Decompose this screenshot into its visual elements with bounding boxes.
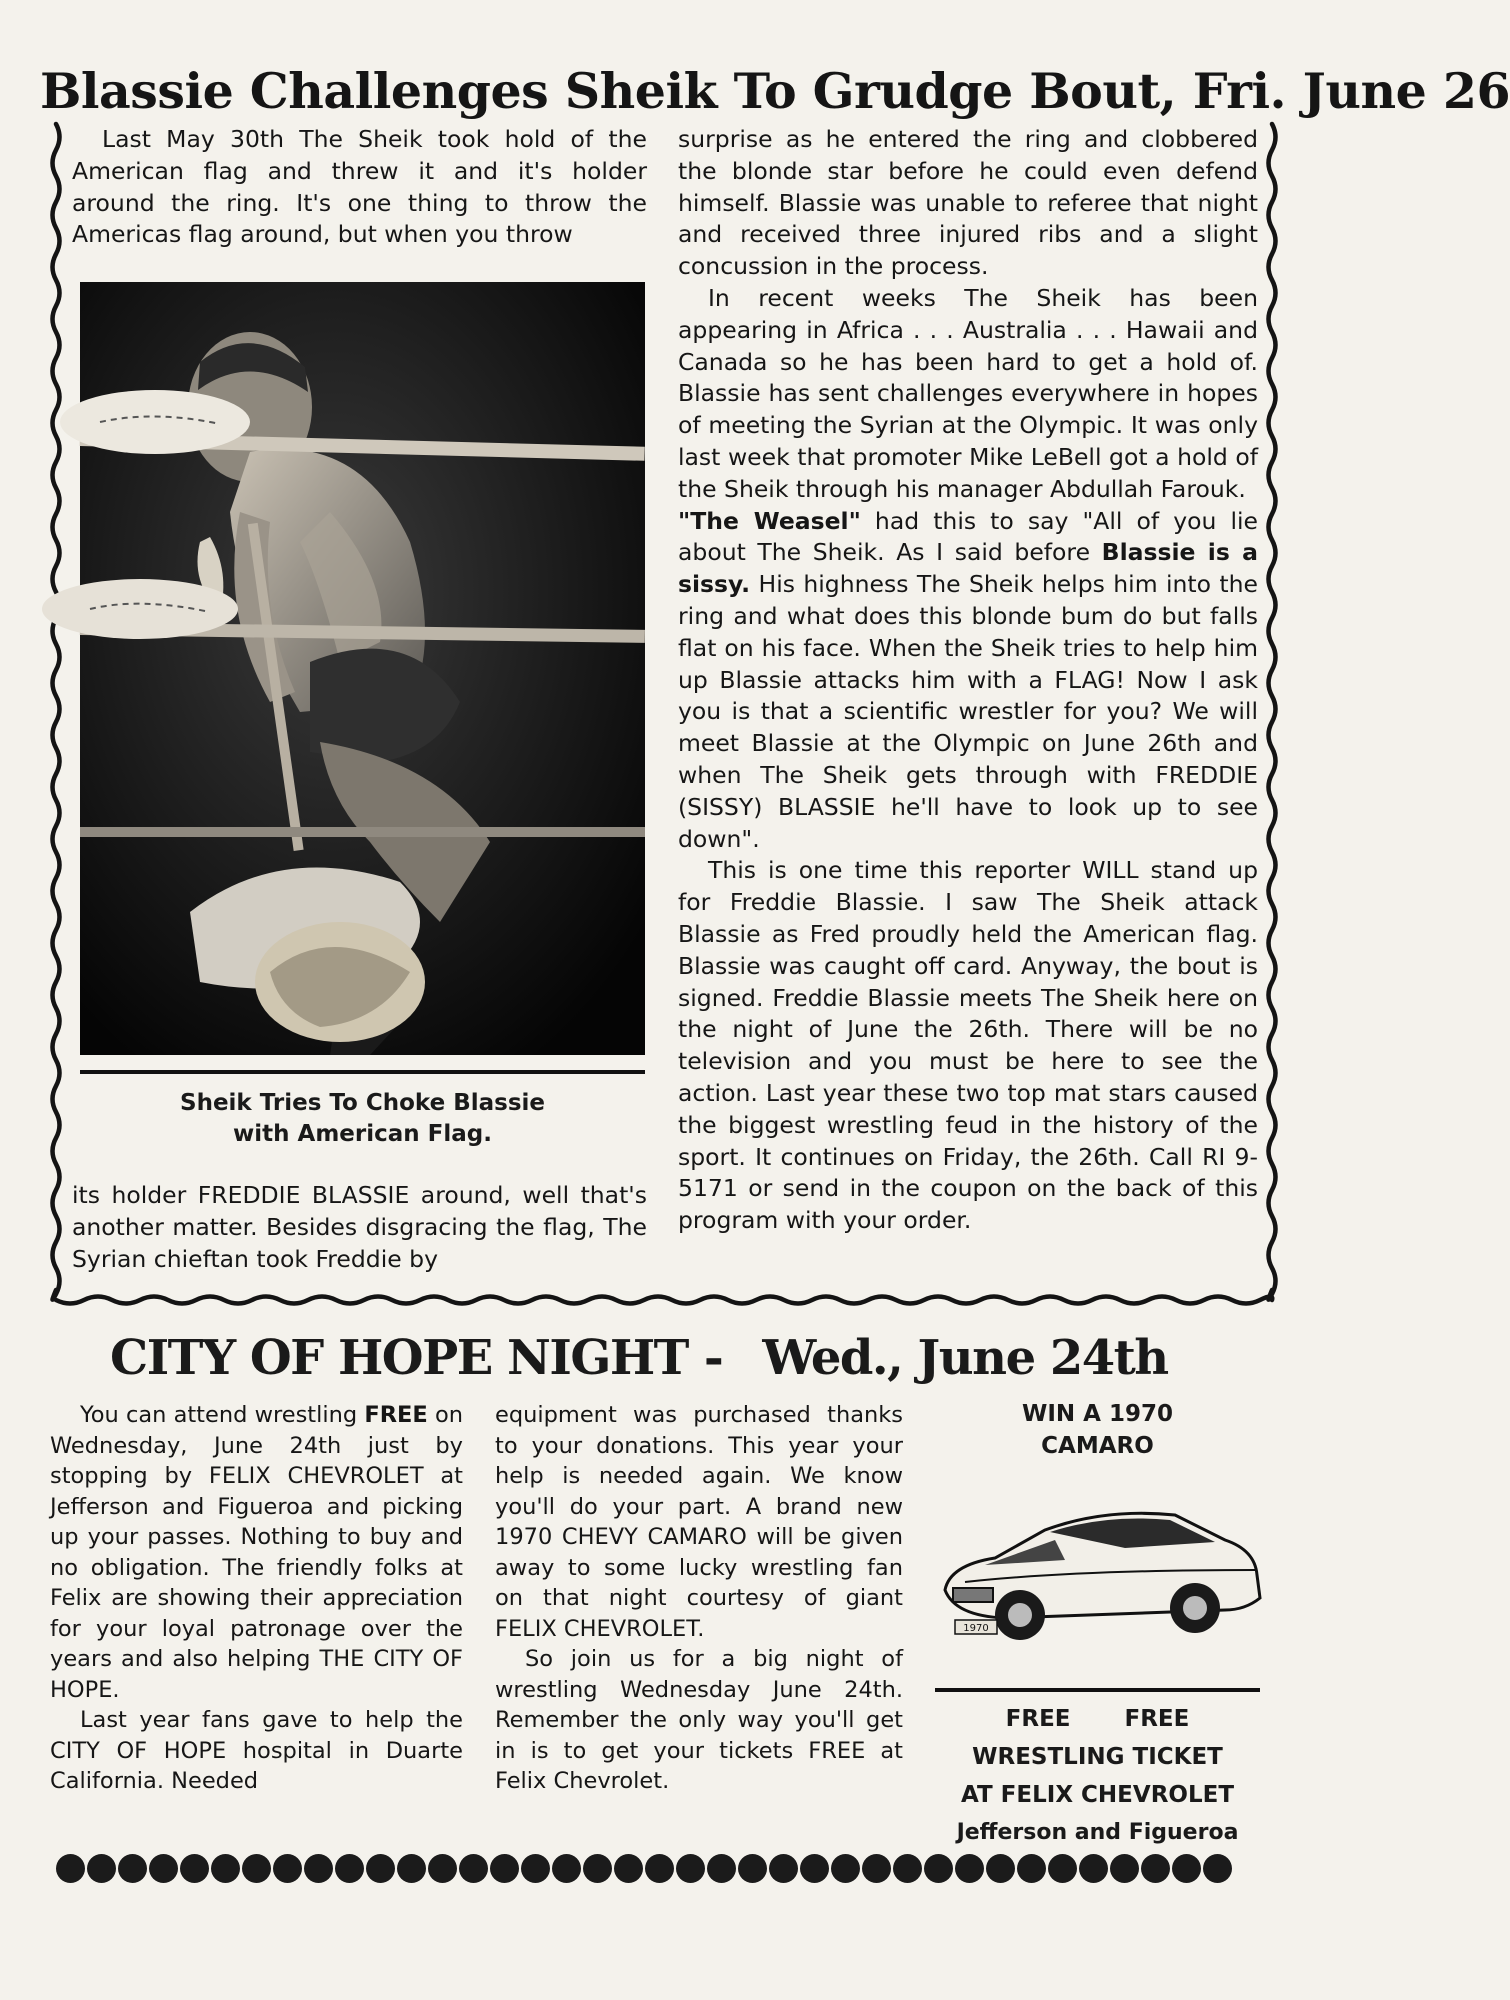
footer-dot bbox=[87, 1854, 116, 1883]
city-of-hope-title bbox=[110, 1330, 1230, 1386]
free-free-row bbox=[935, 1700, 1260, 1738]
wave-border-segment bbox=[53, 124, 60, 1300]
hope-p1-rest: on Wednesday, June 24th just by stopping by FELIX CHEVROLET at Jefferson and Figueroa and picking up your passes. Nothing to buy and no obligation. The friendly folks at Felix are showing their appreciation for your loyal patronage over the years and also helping THE CITY OF HOPE. bbox=[50, 1402, 463, 1703]
footer-dot bbox=[1141, 1854, 1170, 1883]
article-intro-paragraph: Last May 30th The Sheik took hold of the American flag and threw it and it's holder around the ring. It's one thing to throw the Americas flag around, but when you throw bbox=[72, 125, 647, 249]
footer-dot bbox=[707, 1854, 736, 1883]
hope-paragraph-3: equipment was purchased thanks to your donations. This year your help is needed again. We know you'll do your part. A brand new 1970 CHEVY CAMARO will be given away to some lucky wrestling fan on that night courtesy of giant FELIX CHEVROLET. bbox=[495, 1402, 903, 1642]
footer-dot bbox=[56, 1854, 85, 1883]
footer-dot bbox=[800, 1854, 829, 1883]
ticket-line-1: WRESTLING TICKET bbox=[972, 1744, 1223, 1770]
camaro-car-illustration bbox=[925, 1470, 1270, 1655]
footer-dot bbox=[986, 1854, 1015, 1883]
caption-line-2: with American Flag. bbox=[233, 1121, 492, 1147]
free-label-right: FREE bbox=[1124, 1706, 1190, 1732]
footer-dot bbox=[955, 1854, 984, 1883]
dotted-footer-border bbox=[56, 1854, 1232, 1883]
hope-column-1 bbox=[50, 1400, 463, 1797]
footer-dot bbox=[1172, 1854, 1201, 1883]
free-label-left: FREE bbox=[1005, 1706, 1071, 1732]
footer-dot bbox=[924, 1854, 953, 1883]
footer-dot bbox=[397, 1854, 426, 1883]
article-paragraph-2: In recent weeks The Sheik has been appearing in Africa . . . Australia . . . Hawaii and Canada so he has been hard to get a hold of. Blassie has sent challenges everywhere in hopes of meeting the Syrian at the Olympic. It was only last week that promoter Mike LeBell got a hold of the Sheik through his manager Abdullah Farouk. bbox=[678, 283, 1258, 503]
article-continued-paragraph: its holder FREDDIE BLASSIE around, well that's another matter. Besides disgracing the flag, The Syrian chieftan took Freddie by bbox=[72, 1181, 647, 1273]
dealer-address: Jefferson and Figueroa bbox=[956, 1820, 1239, 1845]
footer-dot bbox=[273, 1854, 302, 1883]
footer-dot bbox=[738, 1854, 767, 1883]
title-event-date: Wed., June 24th bbox=[762, 1330, 1168, 1386]
footer-dot bbox=[676, 1854, 705, 1883]
license-plate-text: 1970 bbox=[963, 1623, 989, 1634]
article-left-column-top bbox=[72, 124, 647, 251]
footer-dot bbox=[831, 1854, 860, 1883]
footer-dot bbox=[366, 1854, 395, 1883]
footer-dot bbox=[149, 1854, 178, 1883]
footer-dot bbox=[862, 1854, 891, 1883]
footer-dot bbox=[211, 1854, 240, 1883]
title-dash: - bbox=[703, 1330, 723, 1386]
wave-border-segment bbox=[56, 1297, 1272, 1304]
footer-dot bbox=[552, 1854, 581, 1883]
footer-dot bbox=[490, 1854, 519, 1883]
article-left-column-bottom bbox=[72, 1180, 647, 1275]
article-paragraph-4: This is one time this reporter WILL stand up for Freddie Blassie. I saw The Sheik attack Blassie as Fred proudly held the American flag. Blassie was caught off card. Anyway, the bout is signed. Freddie Blassie meets The Sheik here on the night of June the 26th. There will be no television and you must be here to see the action. Last year these two top mat stars caused the biggest wrestling feud in the history of the sport. It continues on Friday, the 26th. Call RI 9-5171 or send in the coupon on the back of this program with your order. bbox=[678, 856, 1258, 1235]
footer-dot bbox=[614, 1854, 643, 1883]
win-camaro-heading bbox=[935, 1398, 1260, 1462]
ticket-line-2: AT FELIX CHEVROLET bbox=[960, 1782, 1235, 1808]
caption-line-1: Sheik Tries To Choke Blassie bbox=[180, 1090, 545, 1116]
hope-p1-start: You can attend wrestling bbox=[80, 1402, 365, 1428]
photo-divider bbox=[80, 1070, 645, 1074]
footer-dot bbox=[180, 1854, 209, 1883]
footer-dot bbox=[645, 1854, 674, 1883]
wrestling-photo bbox=[80, 282, 645, 1055]
hope-paragraph-2: Last year fans gave to help the CITY OF HOPE hospital in Duarte California. Needed bbox=[50, 1707, 463, 1794]
article-right-column bbox=[678, 124, 1258, 1237]
win-line-1: WIN A 1970 bbox=[1021, 1401, 1173, 1427]
footer-dot bbox=[118, 1854, 147, 1883]
quote-part-a: had this to say "All of you lie about The Sheik. As I said before bbox=[678, 506, 1258, 567]
free-ticket-box bbox=[935, 1700, 1260, 1852]
footer-dot bbox=[893, 1854, 922, 1883]
footer-dot bbox=[242, 1854, 271, 1883]
sidebar-divider bbox=[935, 1688, 1260, 1692]
footer-dot bbox=[1048, 1854, 1077, 1883]
footer-dot bbox=[521, 1854, 550, 1883]
article-paragraph-3 bbox=[678, 506, 1258, 856]
footer-dot bbox=[459, 1854, 488, 1883]
footer-dot bbox=[583, 1854, 612, 1883]
free-bold: FREE bbox=[364, 1402, 428, 1428]
hope-paragraph-4: So join us for a big night of wrestling Wednesday June 24th. Remember the only way you'll get in is to get your tickets FREE at Felix Chevrolet. bbox=[495, 1646, 903, 1794]
blassie-sissy-bold: Blassie is a sissy. bbox=[678, 538, 1258, 599]
wave-border-segment bbox=[1269, 124, 1276, 1300]
photo-caption bbox=[80, 1088, 645, 1150]
article-paragraph-1: surprise as he entered the ring and clobbered the blonde star before he could even defend himself. Blassie was unable to referee that night and received three injured ribs and a slight concussion in the process. bbox=[678, 125, 1258, 281]
quote-part-b: His highness The Sheik helps him into the ring and what does this blonde bum do but falls flat on his face. When the Sheik tries to help him up Blassie attacks him with a FLAG! Now I ask you is that a scientific wrestler for you? We will meet Blassie at the Olympic on June 26th and when The Sheik gets through with FREDDIE (SISSY) BLASSIE he'll have to look up to see down". bbox=[678, 570, 1258, 853]
article-headline: Blassie Challenges Sheik To Grudge Bout, Fri. June 26 bbox=[40, 62, 1510, 120]
footer-dot bbox=[1203, 1854, 1232, 1883]
footer-dot bbox=[1017, 1854, 1046, 1883]
footer-dot bbox=[1079, 1854, 1108, 1883]
footer-dot bbox=[335, 1854, 364, 1883]
hope-column-2 bbox=[495, 1400, 903, 1797]
footer-dot bbox=[428, 1854, 457, 1883]
footer-dot bbox=[1110, 1854, 1139, 1883]
weasel-quote-lead: "The Weasel" bbox=[678, 506, 861, 535]
win-line-2: CAMARO bbox=[1041, 1433, 1154, 1459]
footer-dot bbox=[769, 1854, 798, 1883]
hope-paragraph-1 bbox=[50, 1400, 463, 1705]
wrestlers-in-ring-image bbox=[80, 282, 645, 1055]
title-event-name: CITY OF HOPE NIGHT bbox=[110, 1330, 688, 1386]
footer-dot bbox=[304, 1854, 333, 1883]
